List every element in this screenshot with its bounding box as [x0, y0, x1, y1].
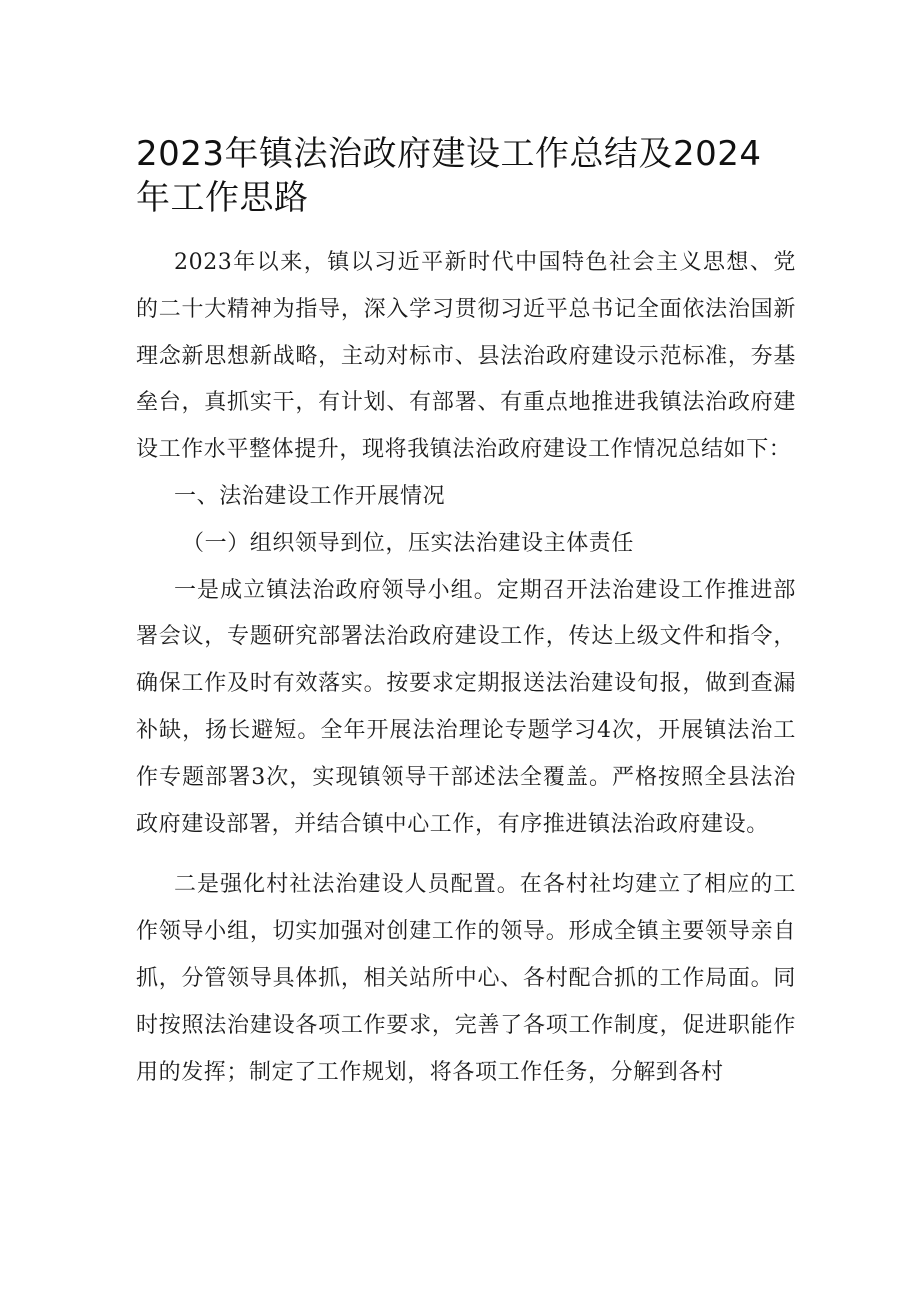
body-paragraph-1: 一是成立镇法治政府领导小组。定期召开法治建设工作推进部署会议，专题研究部署法治政府建设工作，传达上级文件和指令，确保工作及时有效落实。按要求定期报送法治建设旬报，做到查漏补缺，扬长避短。全年开展法治理论专题学习4次，开展镇法治工作专题部署3次，实现镇领导干部述法全覆盖。严格按照全县法治政府建设部署，并结合镇中心工作，有序推进镇法治政府建设。 — [136, 577, 796, 837]
paragraph-spacer — [136, 848, 796, 862]
document-body — [136, 240, 796, 1096]
subsection-heading: （一）组织领导到位，压实法治建设主体责任 — [182, 530, 635, 556]
document-title: 2023年镇法治政府建设工作总结及2024年工作思路 — [136, 134, 762, 218]
section-heading: 一、法治建设工作开展情况 — [174, 483, 446, 509]
body-paragraph-2: 二是强化村社法治建设人员配置。在各村社均建立了相应的工作领导小组，切实加强对创建工作的领导。形成全镇主要领导亲自抓，分管领导具体抓，相关站所中心、各村配合抓的工作局面。同时按照法治建设各项工作要求，完善了各项工作制度，促进职能作用的发挥；制定了工作规划，将各项工作任务，分解到各村 — [136, 872, 796, 1085]
intro-paragraph: 2023年以来，镇以习近平新时代中国特色社会主义思想、党的二十大精神为指导，深入学习贯彻习近平总书记全面依法治国新理念新思想新战略，主动对标市、县法治政府建设示范标准，夯基垒台，真抓实干，有计划、有部署、有重点地推进我镇法治政府建设工作水平整体提升，现将我镇法治政府建设工作情况总结如下： — [136, 250, 796, 463]
